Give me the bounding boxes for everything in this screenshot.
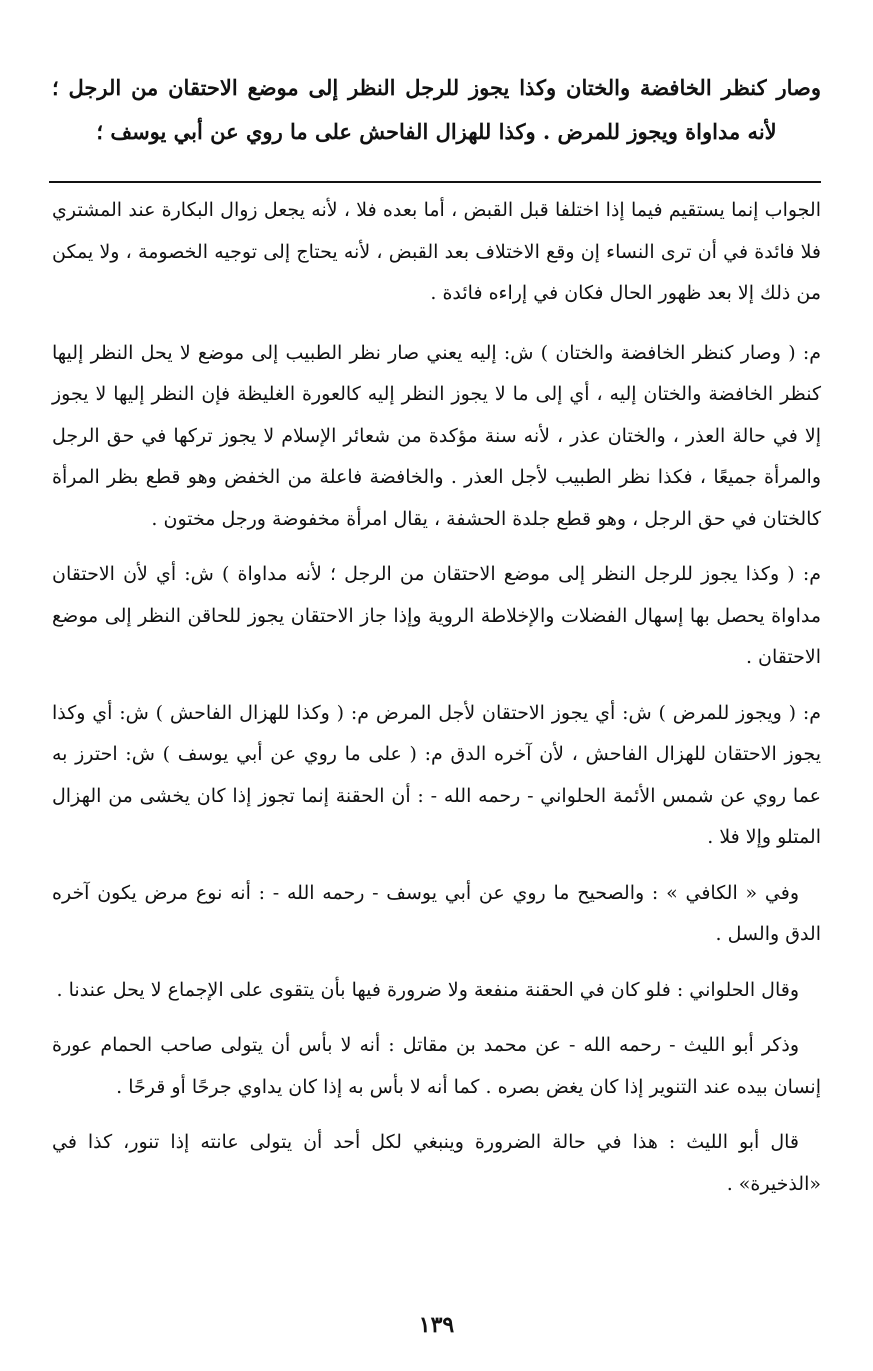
commentary-paragraph-8: قال أبو الليث : هذا في حالة الضرورة وينبغي لكل أحد أن يتولى عانته إذا تنور، كذا في «الذخيرة» .	[52, 1131, 821, 1195]
commentary	[52, 190, 821, 1219]
page-number: ١٣٩	[418, 1312, 455, 1338]
commentary-paragraph-2: م: ( وصار كنظر الخافضة والختان ) ش: إليه يعني صار نظر الطبيب إلى موضع لا يحل النظر إليها كنظر الخافضة والختان إليه ، أي إلى ما لا يجوز النظر إليه كالعورة الغليظة فإن النظر إليها لا يجوز إلا في حالة العذر ، والختان عذر ، لأنه سنة مؤكدة من شعائر الإسلام لا يجوز تركها في حق الرجل والمرأة جميعًا ، فكذا نظر الطبيب لأجل العذر . والخافضة فاعلة من الخفض وهو قطع بظر المرأة كالختان في حق الرجل ، وهو قطع جلدة الحشفة ، يقال امرأة مخفوضة ورجل مختون .	[52, 341, 821, 530]
commentary-paragraph-5: وفي « الكافي » : والصحيح ما روي عن أبي يوسف - رحمه الله - : أنه نوع مرض يكون آخره الدق والسل .	[52, 881, 821, 945]
commentary-paragraph-6: وقال الحلواني : فلو كان في الحقنة منفعة ولا ضرورة فيها بأن يتقوى على الإجماع لا يحل عندنا .	[56, 978, 799, 1001]
commentary-paragraph-7: وذكر أبو الليث - رحمه الله - عن محمد بن مقاتل : أنه لا بأس أن يتولى صاحب الحمام عورة إنسان بيده عند التنوير إذا كان يغض بصره . كما أنه لا بأس به إذا كان يداوي جرحًا أو قرحًا .	[52, 1034, 821, 1098]
main-text: وصار كنظر الخافضة والختان وكذا يجوز للرجل النظر إلى موضع الاحتقان من الرجل ؛ لأنه مداواة ويجوز للمرض . وكذا للهزال الفاحش على ما روي عن أبي يوسف ؛	[52, 75, 821, 144]
separator-line	[49, 181, 821, 183]
commentary-paragraph-4: م: ( ويجوز للمرض ) ش: أي يجوز الاحتقان لأجل المرض م: ( وكذا للهزال الفاحش ) ش: أي وكذا يجوز الاحتقان للهزال الفاحش ، لأن آخره الدق م: ( على ما روي عن أبي يوسف ) ش: احترز به عما روي عن شمس الأئمة الحلواني - رحمه الله - : أن الحقنة إنما تجوز إذا كان يخشى من الهزال المتلو وإلا فلا .	[52, 701, 821, 848]
commentary-paragraph-1: الجواب إنما يستقيم فيما إذا اختلفا قبل القبض ، أما بعده فلا ، لأنه يجعل زوال البكارة عند المشتري فلا فائدة في أن ترى النساء إن وقع الاختلاف بعد القبض ، لأنه يحتاج إلى توجيه الخصومة ، ولا يمكن من ذلك إلا بعد ظهور الحال فكان في إراءه فائدة .	[52, 199, 821, 304]
commentary-paragraph-3: م: ( وكذا يجوز للرجل النظر إلى موضع الاحتقان من الرجل ؛ لأنه مداواة ) ش: أي لأن الاحتقان مداواة يحصل بها إسهال الفضلات والإخلاطة الروية وإذا جاز الاحتقان يجوز للحاقن النظر إلى موضع الاحتقان .	[52, 563, 821, 668]
